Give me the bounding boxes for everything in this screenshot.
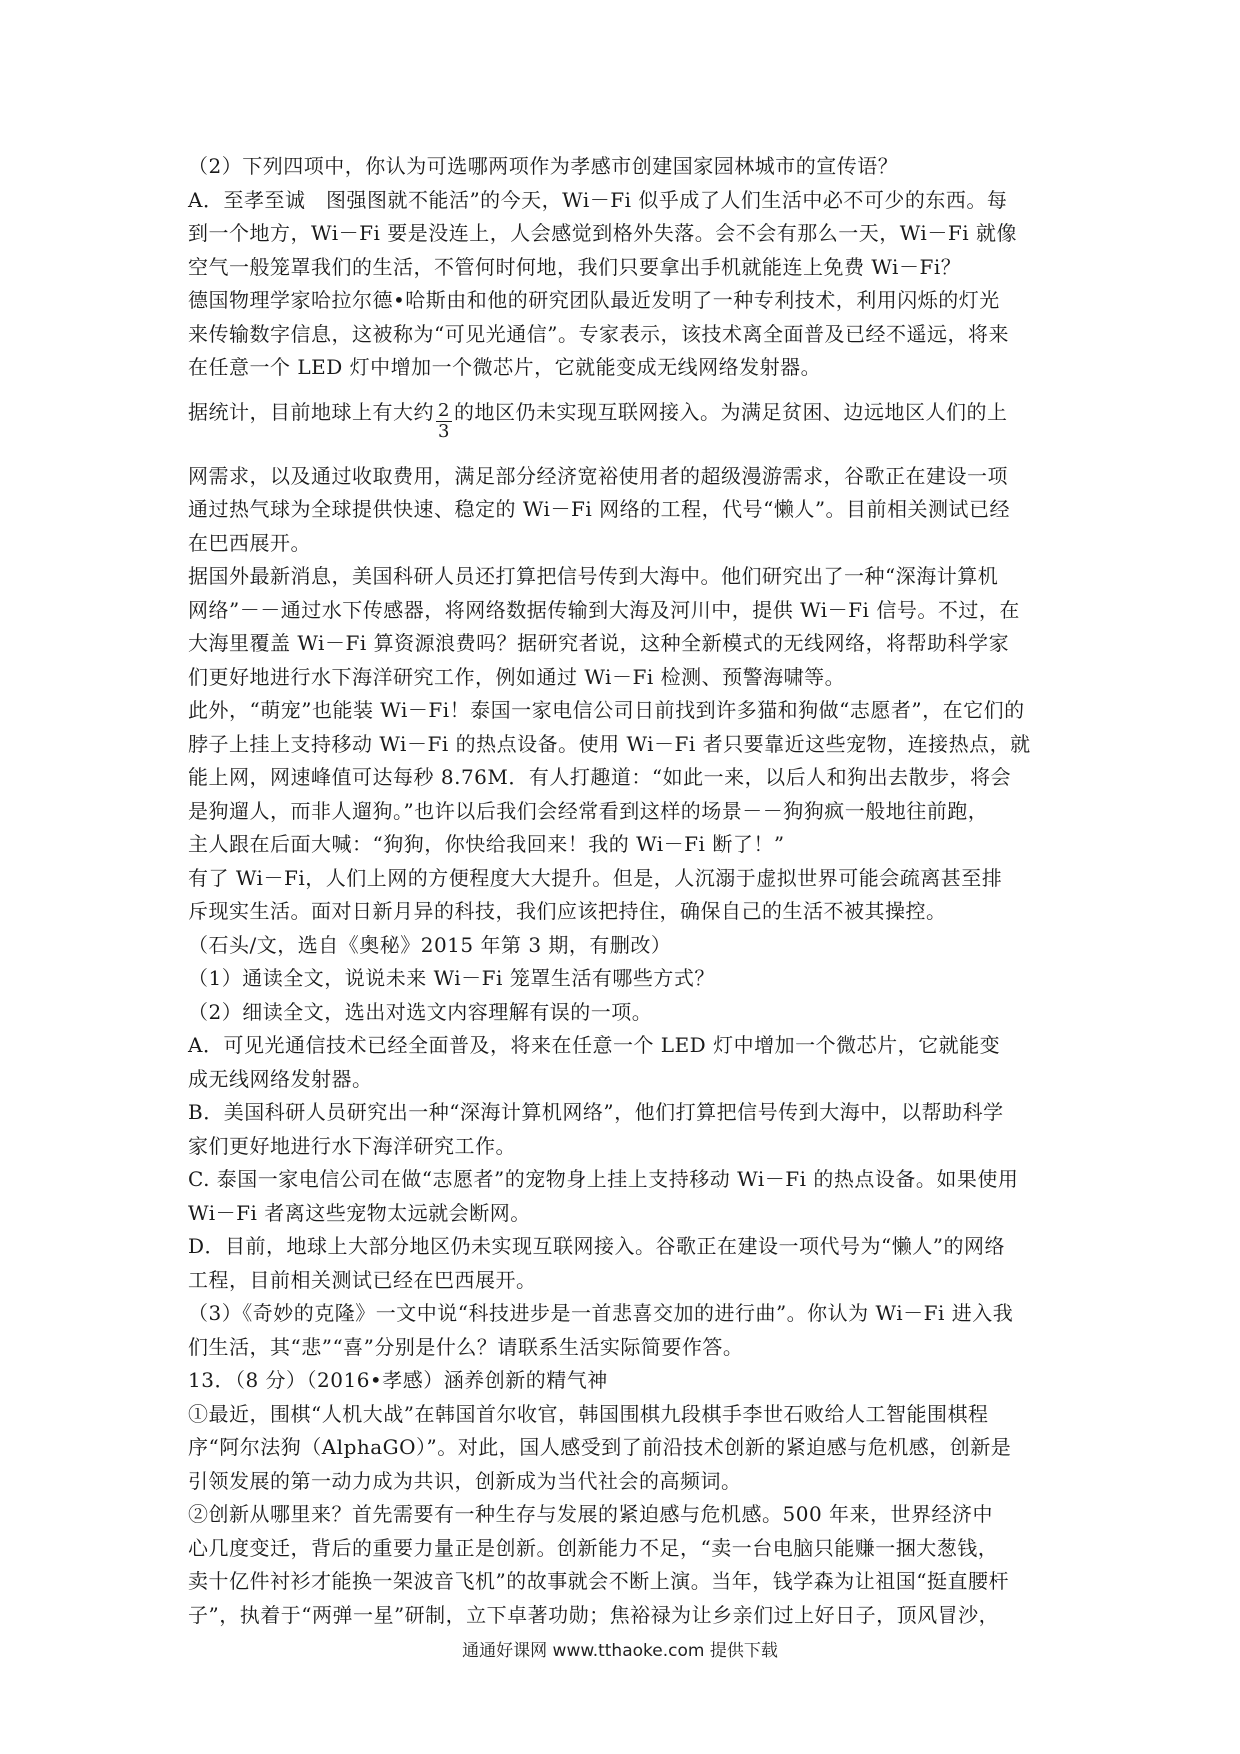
fraction-numerator: 2 — [438, 399, 450, 421]
text-line: D．目前，地球上大部分地区仍未实现互联网接入。谷歌正在建设一项代号为“懒人”的网络 — [188, 1234, 1005, 1258]
text-line: （2）细读全文，选出对选文内容理解有误的一项。 — [188, 999, 653, 1024]
text-line: 有了 Wi－Fi，人们上网的方便程度大大提升。但是，人沉溺于虚拟世界可能会疏离甚至排 — [188, 865, 1003, 890]
text-line: 网需求，以及通过收取费用，满足部分经济宽裕使用者的超级漫游需求，谷歌正在建设一项 — [188, 463, 1008, 488]
paragraph-block-1 — [188, 150, 1058, 385]
text-line: 序“阿尔法狗（AlphaGO）”。对此，国人感受到了前沿技术创新的紧迫感与危机感，创新是 — [188, 1435, 1012, 1459]
text-line: 在任意一个 LED 灯中增加一个微芯片，它就能变成无线网络发射器。 — [188, 355, 822, 379]
text-line: 们生活，其“悲”“喜”分别是什么？请联系生活实际简要作答。 — [188, 1334, 744, 1359]
text-line: 通过热气球为全球提供快速、稳定的 Wi－Fi 网络的工程，代号“懒人”。目前相关测试已经 — [188, 497, 1011, 521]
document-body — [188, 150, 1058, 1632]
text-line: B．美国科研人员研究出一种“深海计算机网络”，他们打算把信号传到大海中，以帮助科学 — [188, 1100, 1004, 1124]
text-line: 能上网，网速峰值可达每秒 8.76M．有人打趣道：“如此一来，以后人和狗出去散步，将会 — [188, 765, 1012, 789]
text-line: A．至孝至诚 图强图就不能活”的今天，Wi－Fi 似乎成了人们生活中必不可少的东西。每 — [188, 187, 1008, 212]
text-line: Wi－Fi 者离这些宠物太远就会断网。 — [188, 1200, 531, 1225]
text-line: 脖子上挂上支持移动 Wi－Fi 的热点设备。使用 Wi－Fi 者只要靠近这些宠物，连接热点，就 — [188, 731, 1031, 756]
fraction-line-before: 据统计，目前地球上有大约 — [188, 399, 434, 424]
text-line: （2）下列四项中，你认为可选哪两项作为孝感市创建国家园林城市的宣传语？ — [188, 154, 899, 178]
text-line: 到一个地方，Wi－Fi 要是没连上，人会感觉到格外失落。会不会有那么一天，Wi－Fi 就像 — [188, 221, 1017, 245]
text-line: （1）通读全文，说说未来 Wi－Fi 笼罩生活有哪些方式？ — [188, 966, 715, 990]
paragraph-block-2 — [188, 460, 1058, 1633]
text-line: 大海里覆盖 Wi－Fi 算资源浪费吗？据研究者说，这种全新模式的无线网络，将帮助科学家 — [188, 631, 1010, 655]
text-line: 斥现实生活。面对日新月异的科技，我们应该把持住，确保自己的生活不被其操控。 — [188, 899, 947, 923]
fraction-line-after: 的地区仍未实现互联网接入。为满足贫困、边远地区人们的上 — [453, 399, 1008, 424]
text-line: 此外，“萌宠”也能装 Wi－Fi！泰国一家电信公司日前找到许多猫和狗做“志愿者”，在它们的 — [188, 698, 1025, 722]
fraction-denominator: 3 — [438, 420, 450, 442]
text-line: 是狗遛人，而非人遛狗。”也许以后我们会经常看到这样的场景－－狗狗疯一般地往前跑， — [188, 798, 989, 823]
text-line: 家们更好地进行水下海洋研究工作。 — [188, 1133, 516, 1158]
text-line: 德国物理学家哈拉尔德•哈斯由和他的研究团队最近发明了一种专利技术，利用闪烁的灯光 — [188, 288, 1000, 312]
text-line: 引领发展的第一动力成为共识，创新成为当代社会的高频词。 — [188, 1468, 742, 1493]
fraction-line — [188, 393, 1058, 442]
fraction — [436, 401, 452, 442]
text-line: （3）《奇妙的克隆》一文中说“科技进步是一首悲喜交加的进行曲”。你认为 Wi－Fi 进入我 — [188, 1301, 1014, 1325]
spacer — [188, 434, 1058, 460]
text-line: ②创新从哪里来？首先需要有一种生存与发展的紧迫感与危机感。500 年来，世界经济中 — [188, 1502, 994, 1526]
text-line: 们更好地进行水下海洋研究工作，例如通过 Wi－Fi 检测、预警海啸等。 — [188, 664, 846, 689]
text-line: C. 泰国一家电信公司在做“志愿者”的宠物身上挂上支持移动 Wi－Fi 的热点设备。如果使用 — [188, 1167, 1019, 1191]
page-footer: 通通好课网 www.tthaoke.com 提供下载 — [462, 1641, 778, 1661]
text-line: 13．（8 分）（2016•孝感）涵养创新的精气神 — [188, 1368, 608, 1392]
text-line: 工程，目前相关测试已经在巴西展开。 — [188, 1267, 537, 1292]
text-line: 网络”－－通过水下传感器，将网络数据传输到大海及河川中，提供 Wi－Fi 信号。不过，在 — [188, 597, 1020, 622]
text-line: （石头/文，选自《奥秘》2015 年第 3 期，有删改） — [188, 932, 672, 957]
text-line: 成无线网络发射器。 — [188, 1066, 373, 1091]
text-line: 子”，执着于“两弹一星”研制，立下卓著功勋；焦裕禄为让乡亲们过上好日子，顶风冒沙， — [188, 1602, 1000, 1627]
text-line: 主人跟在后面大喊：“狗狗，你快给我回来！我的 Wi－Fi 断了！” — [188, 832, 785, 856]
text-line: 据国外最新消息，美国科研人员还打算把信号传到大海中。他们研究出了一种“深海计算机 — [188, 564, 999, 588]
text-line: 在巴西展开。 — [188, 530, 311, 555]
text-line: 卖十亿件衬衫才能换一架波音飞机”的故事就会不断上演。当年，钱学森为让祖国“挺直腰杆 — [188, 1569, 1009, 1593]
text-line: 空气一般笼罩我们的生活，不管何时何地，我们只要拿出手机就能连上免费 Wi－Fi？ — [188, 254, 962, 279]
text-line: 心几度变迁，背后的重要力量正是创新。创新能力不足，“卖一台电脑只能赚一捆大葱钱， — [188, 1535, 999, 1560]
text-line: 来传输数字信息，这被称为“可见光通信”。专家表示，该技术离全面普及已经不遥远，将来 — [188, 321, 1009, 346]
text-line: A．可见光通信技术已经全面普及，将来在任意一个 LED 灯中增加一个微芯片，它就能变 — [188, 1033, 1001, 1057]
text-line: ①最近，围棋“人机大战”在韩国首尔收官，韩国围棋九段棋手李世石败给人工智能围棋程 — [188, 1401, 989, 1426]
